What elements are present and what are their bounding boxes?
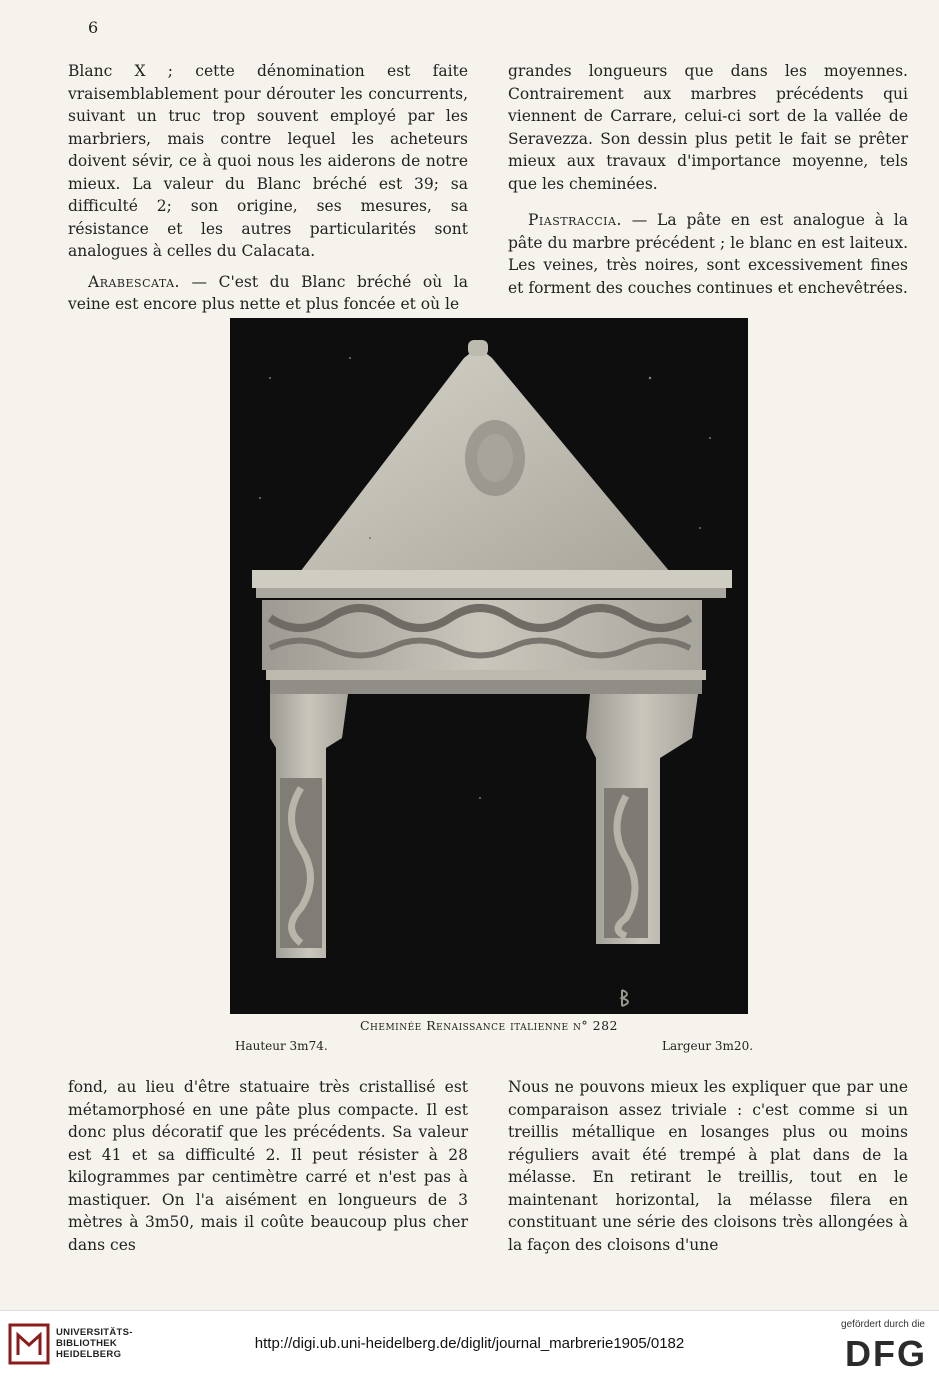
column-top-right	[508, 60, 908, 299]
funding-label: gefördert durch die	[841, 1319, 925, 1330]
fireplace-photograph	[230, 318, 748, 1014]
paragraph-blanc-breche: Blanc X ; cette dénomination est faite vraisemblablement pour dérouter les concurrents, suivant un truc trop souvent employé par les marbriers, mais contre lequel les acheteurs doivent sévir, ce à quoi nous les aiderons de notre mieux. La valeur du Blanc bréché est 39; sa difficulté 2; son origine, ses mesures, sa résistance et les autres particularités sont analogues à celles du Calacata.	[68, 62, 468, 260]
heading-arabescata: Arabescata.	[88, 272, 180, 291]
permalink-url[interactable]: http://digi.ub.uni-heidelberg.de/diglit/journal_marbrerie1905/0182	[254, 1335, 685, 1352]
heading-piastraccia: Piastraccia.	[528, 211, 622, 229]
figure-height: Hauteur 3m74.	[235, 1039, 328, 1053]
figure-width: Largeur 3m20.	[662, 1039, 754, 1053]
paragraph-continuation: grandes longueurs que dans les moyennes. Contrairement aux marbres précédents qui viennent de Carrare, celui-ci sort de la vallée de Seravezza. Son dessin plus petit le fait se prêter mieux aux travaux d'importance moyenne, tels que les cheminées.	[508, 62, 908, 193]
viewer-footer	[0, 1310, 939, 1380]
paragraph-bottom-right: Nous ne pouvons mieux les expliquer que par une comparaison assez triviale : c'est comme si un treillis métallique en losanges plus ou moins réguliers avait été trempé à plat dans de la mélasse. En retirant le treillis, tout en le maintenant horizontal, la mélasse filera en constituant une série des cloisons très allongées à la façon des cloisons d'une	[508, 1078, 908, 1254]
column-bottom-left	[68, 1076, 468, 1256]
paragraph-piastraccia	[508, 209, 908, 299]
column-top-left	[68, 60, 468, 316]
column-bottom-right	[508, 1076, 908, 1256]
page-number: 6	[88, 18, 99, 37]
figure-caption: Cheminée Renaissance italienne n° 282	[359, 1018, 619, 1033]
piastraccia-text: — La pâte en est analogue à la pâte du marbre précédent ; le blanc en est laiteux. Les veines, très noires, sont excessivement fines et forment des couches continues et enchevêtrées.	[508, 211, 908, 297]
dfg-logo[interactable]: DFG	[845, 1333, 927, 1374]
university-library-name[interactable]: UNIVERSITÄTS- BIBLIOTHEK HEIDELBERG	[56, 1327, 133, 1360]
arabescata-text: — C'est du Blanc bréché où la veine est encore plus nette et plus foncée et où le	[68, 272, 468, 313]
paragraph-arabescata	[68, 271, 468, 316]
paragraph-bottom-left: fond, au lieu d'être statuaire très cristallisé est métamorphosé en une pâte plus compacte. Il est donc plus décoratif que les précédents. Sa valeur est 41 et sa difficulté 2. Il peut résister à 28 kilogrammes par centimètre carré et n'est pas à mastiquer. On l'a aisément en longueurs de 3 mètres à 3m50, mais il coûte beaucoup plus cher dans ces	[68, 1078, 468, 1254]
